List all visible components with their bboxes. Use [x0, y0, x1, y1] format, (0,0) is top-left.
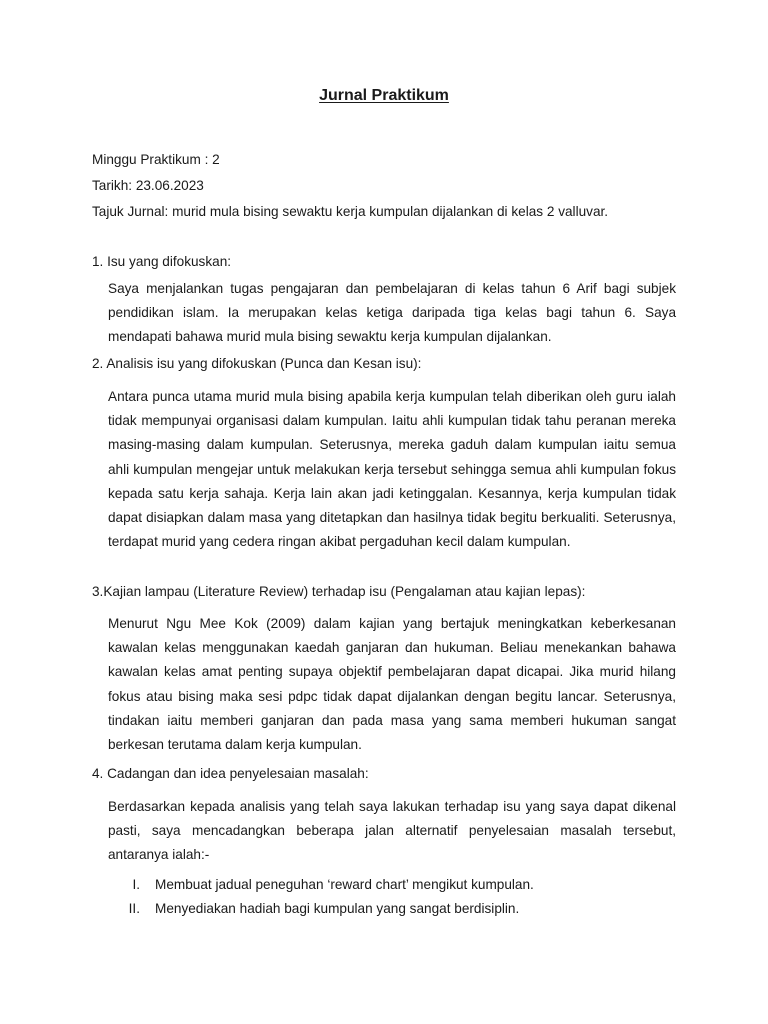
- section-cadangan: [92, 764, 676, 868]
- section-analisis: [92, 354, 676, 554]
- cadangan-list: [92, 873, 676, 921]
- list-item: [92, 897, 676, 921]
- list-item-number: I.: [132, 877, 140, 892]
- section-heading: 2. Analisis isu yang difokuskan (Punca dan Kesan isu):: [92, 356, 422, 371]
- meta-tajuk: Tajuk Jurnal: murid mula bising sewaktu kerja kumpulan dijalankan di kelas 2 valluvar.: [92, 204, 609, 219]
- section-body: Saya menjalankan tugas pengajaran dan pembelajaran di kelas tahun 6 Arif bagi subjek pendidikan islam. Ia merupakan kelas ketiga daripada tiga kelas bagi tahun 6. Saya mendapati bahawa murid mula bising sewaktu kerja kumpulan dijalankan.: [108, 281, 676, 345]
- list-item-text: Menyediakan hadiah bagi kumpulan yang sangat berdisiplin.: [155, 901, 520, 916]
- section-body: Berdasarkan kepada analisis yang telah saya lakukan terhadap isu yang saya dapat dikenal pasti, saya mencadangkan beberapa jalan alternatif penyelesaian masalah tersebut, antaranya ialah:-: [108, 799, 676, 863]
- page-title: Jurnal Praktikum: [319, 87, 449, 104]
- list-item: [92, 873, 676, 897]
- section-isu: [92, 252, 676, 350]
- meta-tarikh: Tarikh: 23.06.2023: [92, 178, 204, 193]
- list-item-text: Membuat jadual peneguhan ‘reward chart’ mengikut kumpulan.: [155, 877, 534, 892]
- journal-meta: [92, 147, 608, 225]
- section-heading: 4. Cadangan dan idea penyelesaian masalah:: [92, 766, 369, 781]
- section-body: Menurut Ngu Mee Kok (2009) dalam kajian yang bertajuk meningkatkan keberkesanan kawalan kelas menggunakan kaedah ganjaran dan hukuman. Beliau menekankan bahawa kawalan kelas amat penting supaya objektif pembelajaran dapat dicapai. Jika murid hilang fokus atau bising maka sesi pdpc tidak dapat dijalankan dengan begitu lancar. Seterusnya, tindakan iaitu memberi ganjaran dan pada masa yang sama memberi hukuman sangat berkesan terutama dalam kerja kumpulan.: [108, 616, 676, 753]
- meta-minggu: Minggu Praktikum : 2: [92, 152, 220, 167]
- section-heading: 1. Isu yang difokuskan:: [92, 254, 232, 269]
- section-body: Antara punca utama murid mula bising apabila kerja kumpulan telah diberikan oleh guru ialah tidak mempunyai organisasi dalam kumpulan. Iaitu ahli kumpulan tidak tahu peranan mereka masing-masing dalam kumpulan. Seterusnya, mereka gaduh dalam kumpulan iaitu semua ahli kumpulan mengejar untuk melakukan kerja tersebut sehingga semua ahli kumpulan fokus kepada satu kerja sahaja. Kerja lain akan jadi ketinggalan. Kesannya, kerja kumpulan tidak dapat disiapkan dalam masa yang ditetapkan dan hasilnya tidak begitu berkualiti. Seterusnya, terdapat murid yang cedera ringan akibat pergaduhan kecil dalam kumpulan.: [108, 389, 676, 550]
- section-heading: 3.Kajian lampau (Literature Review) terhadap isu (Pengalaman atau kajian lepas):: [92, 584, 586, 599]
- section-kajian-lampau: [92, 582, 676, 757]
- list-item-number: II.: [128, 901, 140, 916]
